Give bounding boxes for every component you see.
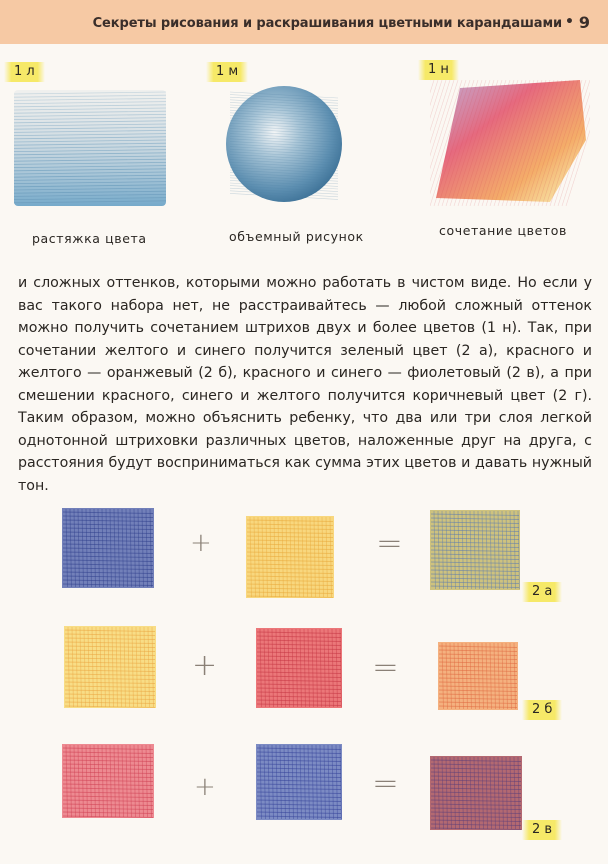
swatch-red-2 (60, 742, 156, 820)
tag-2v: 2 в (522, 820, 562, 840)
page-header (0, 0, 608, 44)
tag-2a: 2 а (522, 582, 562, 602)
equals-sign: = (372, 764, 399, 802)
caption-color-stretch: растяжка цвета (32, 231, 147, 246)
equals-sign: = (372, 648, 399, 686)
equals-sign: = (376, 524, 403, 562)
swatch-yellow (244, 514, 336, 600)
body-paragraph: и сложных оттенков, которыми можно работать в чистом виде. Но если у вас такого набора нет, не расстраивайтесь — любой сложный оттенок можно получить сочетанием штрихов двух и более цветов (1 н). Так, при сочетании желтого и синего получится зеленый цвет (2 а), красного и желтого — оранжевый (2 б), красного и синего — фиолетовый (2 в), а при смешении красного, синего и желтого получится коричневый цвет (2 г). Таким образом, можно объяснить ребенку, что два или три слоя легкой однотонной штриховки различных цветов, наложенные друг на друга, с расстояния будут восприниматься как сумма этих цветов и давать нужный тон. (18, 275, 592, 494)
sphere-illustration (222, 80, 346, 210)
caption-color-combination: сочетание цветов (439, 223, 567, 238)
swatch-green-result (428, 508, 522, 592)
swatch-red (254, 626, 344, 710)
caption-volumetric: объемный рисунок (229, 229, 364, 244)
plus-sign: + (190, 528, 212, 558)
header-bullet: • (565, 14, 574, 30)
page-number: 9 (578, 13, 590, 32)
tag-1m: 1 м (206, 62, 248, 82)
color-stretch-illustration (10, 84, 170, 212)
color-combination-illustration (430, 80, 590, 206)
tag-2b: 2 б (522, 700, 562, 720)
tag-1l: 1 л (4, 62, 45, 82)
plus-sign: + (192, 648, 218, 683)
swatch-yellow-2 (62, 624, 158, 710)
plus-sign: + (194, 772, 216, 802)
tag-1n: 1 н (418, 60, 459, 80)
swatch-violet-result (428, 754, 524, 832)
swatch-orange-result (436, 640, 520, 712)
swatch-blue-2 (254, 742, 344, 822)
swatch-blue (60, 506, 156, 590)
header-title: Секреты рисования и раскрашивания цветными карандашами (92, 16, 562, 31)
